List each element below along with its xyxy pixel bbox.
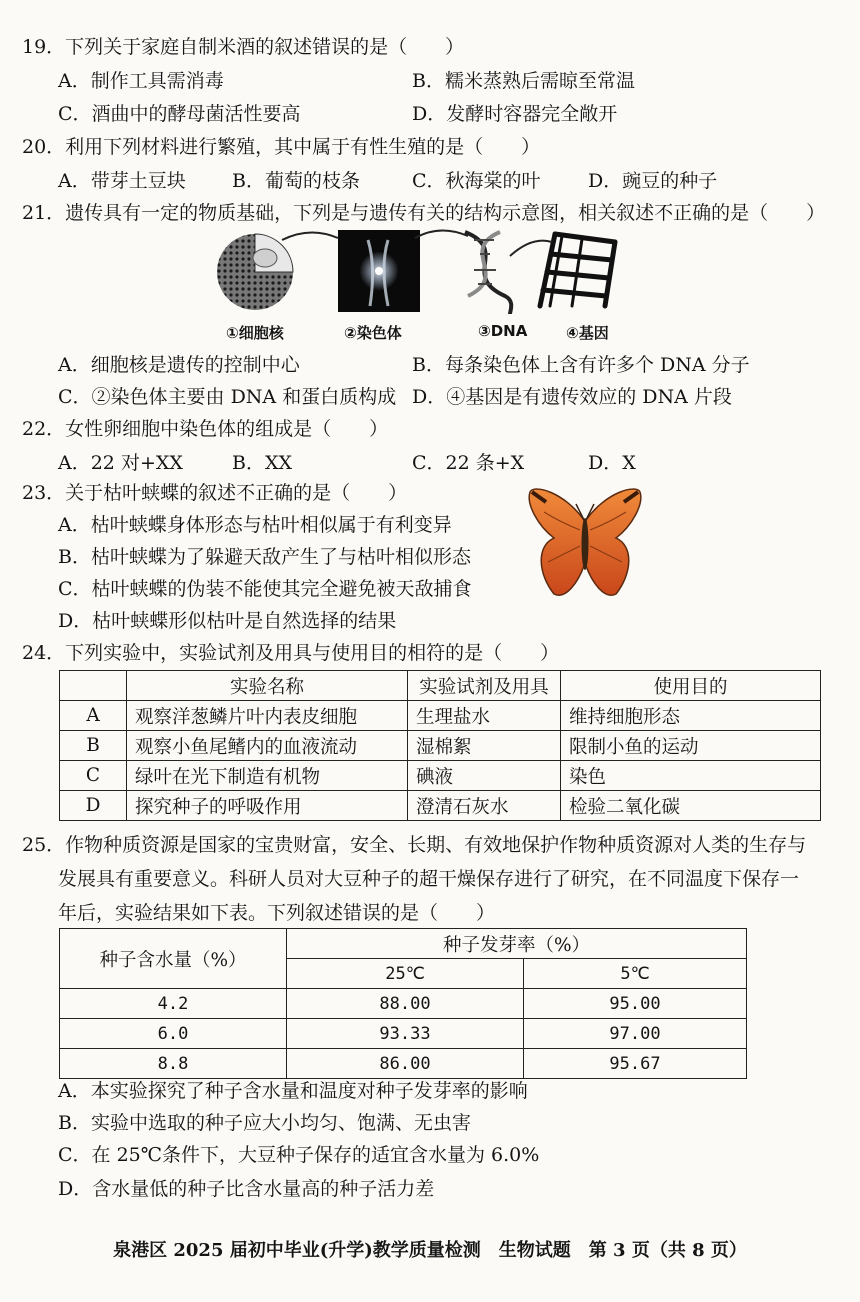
q20-option-a: A．带芽土豆块 [58,170,186,192]
heredity-structure-figure [210,226,640,318]
q22-option-c: C．22 条+X [412,452,525,474]
table-cell: 维持细胞形态 [561,701,821,731]
arrow-nucleus-to-chromosome [282,232,338,240]
q25-option-b: B．实验中选取的种子应大小均匀、饱满、无虫害 [58,1112,471,1134]
table-cell: 4.2 [60,989,287,1019]
caption-dna: ③DNA [478,322,528,340]
experiment-table [59,670,821,821]
q22-option-b: B．XX [232,452,293,474]
q23-option-c: C．枯叶蛱蝶的伪装不能使其完全避免被天敌捕食 [58,578,472,600]
q21-option-d: D．④基因是有遗传效应的 DNA 片段 [412,386,732,408]
chromosome-icon [338,230,420,312]
q25-stem-line-1: 25．作物种质资源是国家的宝贵财富，安全、长期、有效地保护作物种质资源对人类的生存与 [22,834,807,856]
q19-option-b: B．糯米蒸熟后需晾至常温 [412,70,635,92]
table-cell: 93.33 [287,1019,524,1049]
temp-5-header: 5℃ [524,959,747,989]
table-cell: 95.67 [524,1049,747,1079]
table-cell: 澄清石灰水 [408,791,561,821]
table-cell: 6.0 [60,1019,287,1049]
table-cell: 染色 [561,761,821,791]
q22-option-d: D．X [588,452,636,474]
q21-option-b: B．每条染色体上含有许多个 DNA 分子 [412,354,750,376]
table-cell: 生理盐水 [408,701,561,731]
q25-option-c: C．在 25℃条件下，大豆种子保存的适宜含水量为 6.0% [58,1144,540,1166]
table-header-cell [60,671,127,701]
table-cell: 检验二氧化碳 [561,791,821,821]
table-cell: 限制小鱼的运动 [561,731,821,761]
q21-option-a: A．细胞核是遗传的控制中心 [58,354,300,376]
arrow-dna-to-gene [510,241,552,256]
table-cell: 8.8 [60,1049,287,1079]
table-row [60,1019,747,1049]
q20-stem: 20．利用下列材料进行繁殖，其中属于有性生殖的是（ ） [22,136,541,158]
table-cell: 绿叶在光下制造有机物 [127,761,408,791]
page-footer: 泉港区 2025 届初中毕业(升学)教学质量检测 生物试题 第 3 页（共 8 页） [113,1240,747,1261]
q19-option-c: C．酒曲中的酵母菌活性要高 [58,103,301,125]
q19-option-a: A．制作工具需消毒 [58,70,224,92]
table-row [60,761,821,791]
table-cell: 86.00 [287,1049,524,1079]
q21-option-c: C．②染色体主要由 DNA 和蛋白质构成 [58,386,397,408]
gene-icon [540,234,615,306]
q21-stem: 21．遗传具有一定的物质基础，下列是与遗传有关的结构示意图，相关叙述不正确的是（ ） [22,202,826,224]
q19-stem: 19．下列关于家庭自制米酒的叙述错误的是（ ） [22,36,465,58]
q25-option-d: D．含水量低的种子比含水量高的种子活力差 [58,1178,435,1200]
q20-option-d: D．豌豆的种子 [588,170,718,192]
germination-rate-header: 种子发芽率（%） [287,929,747,959]
q19-option-d: D．发酵时容器完全敞开 [412,103,618,125]
table-cell: A [60,701,127,731]
table-row [60,1049,747,1079]
q24-stem: 24．下列实验中，实验试剂及用具与使用目的相符的是（ ） [22,642,560,664]
table-header-row [60,929,747,959]
caption-gene: ④基因 [566,324,609,342]
q23-option-d: D．枯叶蛱蝶形似枯叶是自然选择的结果 [58,610,397,632]
germination-table [59,928,747,1079]
q23-option-b: B．枯叶蛱蝶为了躲避天敌产生了与枯叶相似形态 [58,546,471,568]
q25-option-a: A．本实验探究了种子含水量和温度对种子发芽率的影响 [58,1080,528,1102]
table-row [60,701,821,731]
q25-stem-line-2: 发展具有重要意义。科研人员对大豆种子的超干燥保存进行了研究，在不同温度下保存一 [58,868,800,890]
table-cell: 95.00 [524,989,747,1019]
temp-25-header: 25℃ [287,959,524,989]
arrow-chromosome-to-dna [415,230,468,238]
caption-nucleus: ①细胞核 [226,324,284,342]
table-header-cell: 实验试剂及用具 [408,671,561,701]
table-cell: 湿棉絮 [408,731,561,761]
table-cell: D [60,791,127,821]
q23-stem: 23．关于枯叶蛱蝶的叙述不正确的是（ ） [22,482,408,504]
butterfly-image [524,482,646,604]
dna-icon [465,232,511,314]
table-cell: 碘液 [408,761,561,791]
caption-chromosome: ②染色体 [344,324,402,342]
q22-stem: 22．女性卵细胞中染色体的组成是（ ） [22,418,389,440]
q23-option-a: A．枯叶蛱蝶身体形态与枯叶相似属于有利变异 [58,514,452,536]
q22-option-a: A．22 对+XX [58,452,183,474]
table-cell: 探究种子的呼吸作用 [127,791,408,821]
table-header-cell: 使用目的 [561,671,821,701]
table-row [60,791,821,821]
table-header-row [60,671,821,701]
q20-option-b: B．葡萄的枝条 [232,170,360,192]
cell-nucleus-icon [217,234,293,310]
q20-option-c: C．秋海棠的叶 [412,170,541,192]
q25-stem-line-3: 年后，实验结果如下表。下列叙述错误的是（ ） [58,902,496,924]
table-row [60,989,747,1019]
table-cell: B [60,731,127,761]
table-cell: 观察洋葱鳞片叶内表皮细胞 [127,701,408,731]
table-cell: 97.00 [524,1019,747,1049]
table-row [60,731,821,761]
water-content-header: 种子含水量（%） [60,929,287,989]
table-cell: 观察小鱼尾鳍内的血液流动 [127,731,408,761]
table-cell: C [60,761,127,791]
table-cell: 88.00 [287,989,524,1019]
table-header-cell: 实验名称 [127,671,408,701]
